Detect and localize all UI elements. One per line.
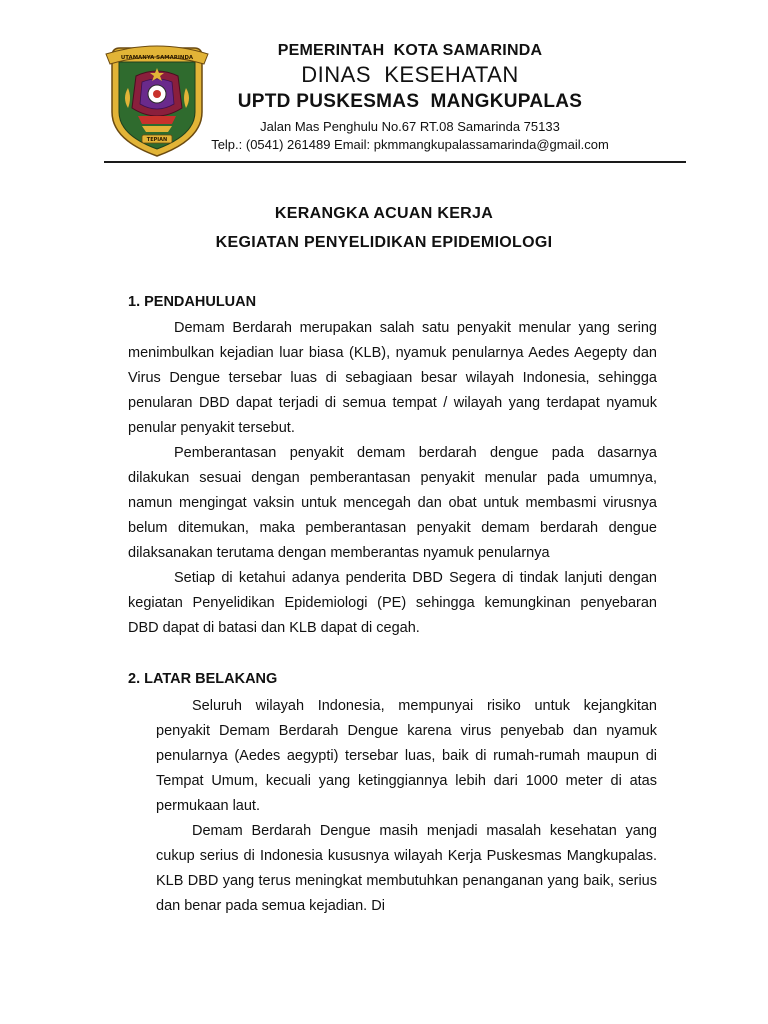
letterhead-text [190, 40, 630, 154]
unit-name: UPTD PUSKESMAS MANGKUPALAS [237, 91, 583, 112]
seal-bottom-ribbon-text: TEPIAN [146, 137, 168, 144]
document-title: KERANGKA ACUAN KERJA [274, 205, 494, 222]
letterhead [104, 40, 686, 162]
paragraph: Setiap di ketahui adanya penderita DBD Segera di tindak lanjuti dengan kegiatan Penyelidikan Epidemiologi (PE) sehingga kemungkinan penyebaran DBD dapat di batasi dan KLB dapat di cegah. [128, 570, 657, 636]
letterhead-divider [104, 161, 686, 163]
paragraph: Seluruh wilayah Indonesia, mempunyai risiko untuk kejangkitan penyakit Demam Berdarah Dengue karena virus penyebab dan nyamuk penularnya (Aedes aegypti) tersebar luas, baik di rumah-rumah maupun di Tempat Umum, kecuali yang ketinggiannya lebih dari 1000 meter di atas permukaan laut. [156, 698, 657, 814]
seal-top-ribbon-text: UTAMANYA SAMARINDA [120, 55, 194, 61]
section-body-pendahuluan [128, 316, 657, 641]
paragraph: Pemberantasan penyakit demam berdarah dengue pada dasarnya dilakukan sesuai dengan pemberantasan penyakit menular pada umumnya, namun mengingat vaksin untuk mencegah dan obat untuk membasmi virusnya belum ditemukan, maka pemberantasan penyakit demam berdarah dengue dilaksanakan terutama dengan memberantas nyamuk penularnya [128, 445, 657, 561]
address-line: Jalan Mas Penghulu No.67 RT.08 Samarinda 75133 [260, 119, 560, 134]
contact-line: Telp.: (0541) 261489 Email: pkmmangkupalassamarinda@gmail.com [211, 137, 609, 152]
government-name: PEMERINTAH KOTA SAMARINDA [277, 42, 543, 59]
document-subtitle: KEGIATAN PENYELIDIKAN EPIDEMIOLOGI [215, 234, 553, 251]
section-heading-pendahuluan: 1. PENDAHULUAN [128, 294, 257, 310]
section-body-latar-belakang [156, 694, 657, 919]
paragraph: Demam Berdarah Dengue masih menjadi masalah kesehatan yang cukup serius di Indonesia kususnya wilayah Kerja Puskesmas Mangkupalas. KLB DBD yang terus meningkat membutuhkan penanganan yang baik, serius dan benar pada semua kejadian. Di [156, 823, 657, 914]
paragraph: Demam Berdarah merupakan salah satu penyakit menular yang sering menimbulkan kejadian luar biasa (KLB), nyamuk penularnya Aedes Aegepty dan Virus Dengue tersebar luas di sebagiaan besar wilayah Indonesia, sehingga penularan DBD dapat terjadi di semua tempat / wilayah yang terdapat nyamuk penular penyakit tersebut. [128, 320, 657, 436]
agency-name: DINAS KESEHATAN [301, 62, 519, 87]
section-heading-latar-belakang: 2. LATAR BELAKANG [128, 671, 278, 687]
